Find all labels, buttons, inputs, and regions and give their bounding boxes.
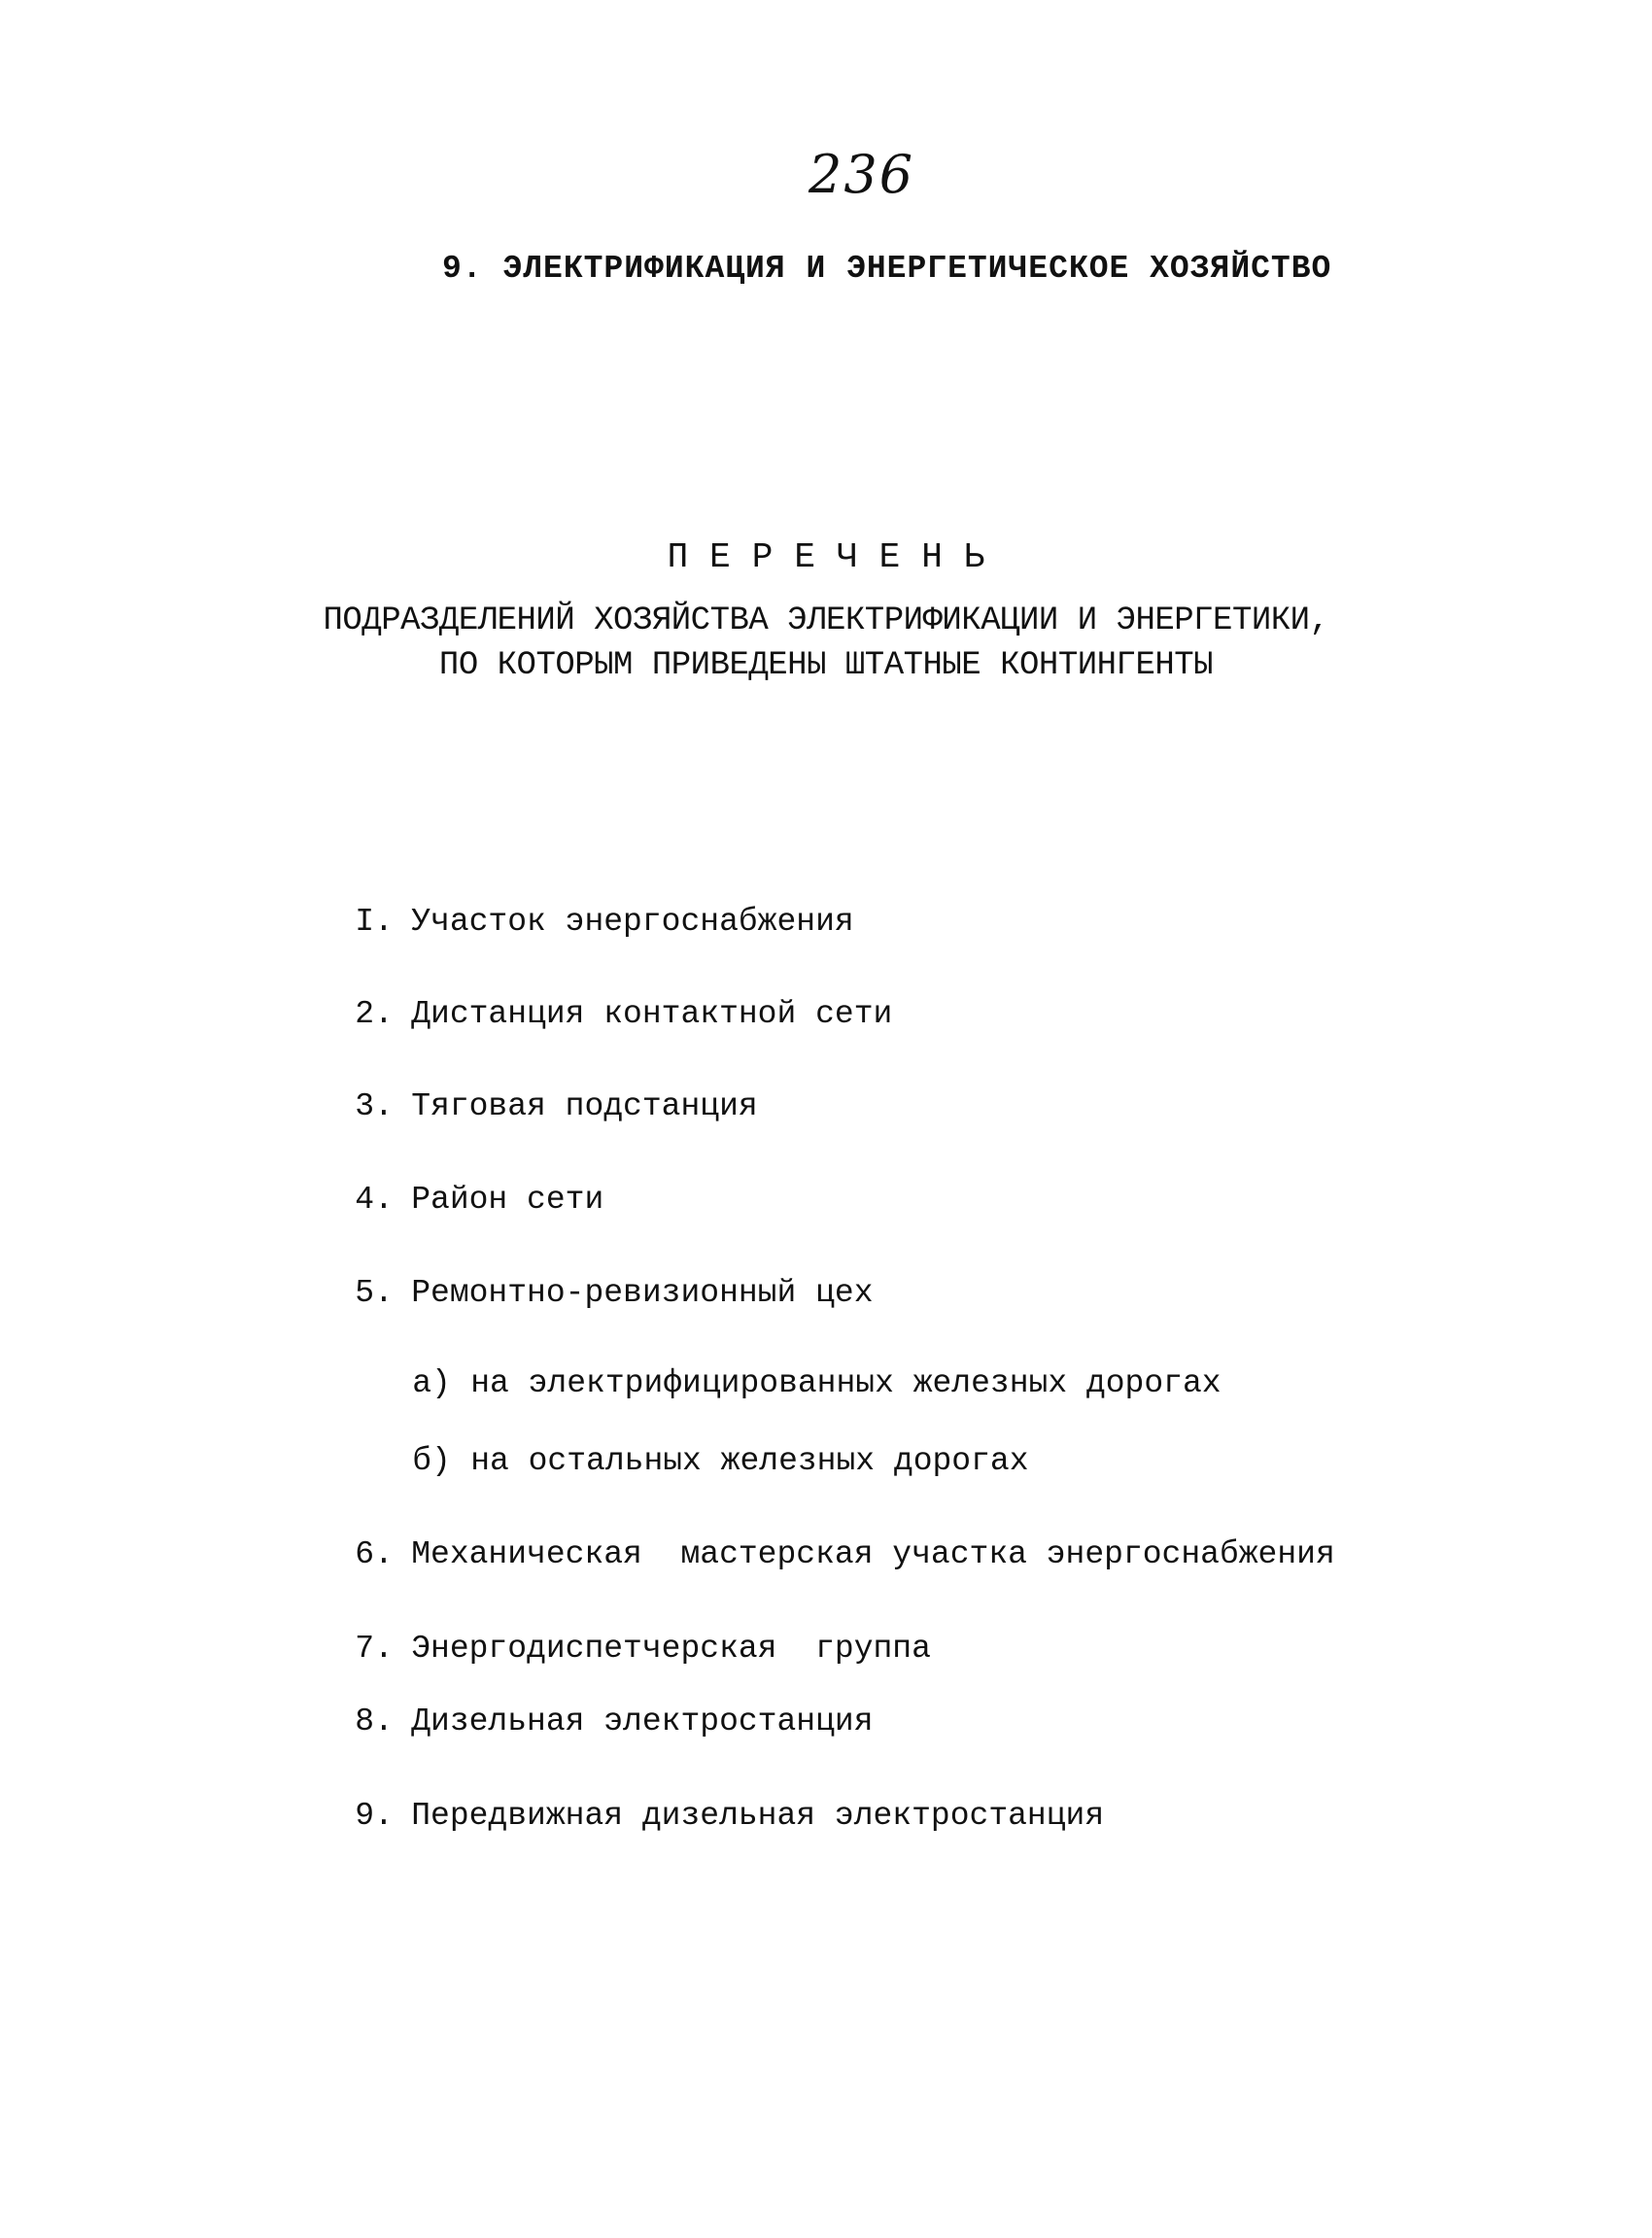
list-title: ПЕРЕЧЕНЬ: [667, 537, 1007, 577]
list-item-text: Участок энергоснабжения: [411, 904, 854, 940]
list-item: [278, 1762, 1104, 1870]
list-item-number: 5.: [355, 1275, 394, 1311]
list-item: [278, 1146, 603, 1254]
sub-list-item: [335, 1407, 1029, 1515]
list-item-number: 2.: [355, 996, 394, 1032]
list-item-number: 9.: [355, 1798, 394, 1834]
subtitle-line-1: ПОДРАЗДЕЛЕНИЙ ХОЗЯЙСТВА ЭЛЕКТРИФИКАЦИИ И ЭНЕРГЕТИКИ,: [323, 603, 1329, 639]
list-item-text: Район сети: [411, 1182, 604, 1218]
list-item-number: 8.: [355, 1704, 394, 1739]
list-item-text: Передвижная дизельная электростанция: [411, 1798, 1105, 1834]
section-title: 9. ЭЛЕКТРИФИКАЦИЯ И ЭНЕРГЕТИЧЕСКОЕ ХОЗЯЙСТВО: [442, 251, 1332, 287]
list-item: [278, 1052, 758, 1160]
sub-list-item-text: на электрифицированных железных дорогах: [470, 1365, 1222, 1401]
sub-list-item-mark: а): [412, 1365, 451, 1401]
list-item-text: Ремонтно-ревизионный цех: [411, 1275, 874, 1311]
sub-list-item-text: на остальных железных дорогах: [470, 1443, 1029, 1479]
list-item: [278, 1668, 874, 1775]
list-item-text: Тяговая подстанция: [411, 1088, 758, 1124]
list-item-number: 3.: [355, 1088, 394, 1124]
page-number: 236: [809, 144, 915, 205]
list-item-number: 7.: [355, 1631, 394, 1667]
list-item-text: Дистанция контактной сети: [411, 996, 893, 1032]
list-item-number: 6.: [355, 1536, 394, 1572]
list-item-text: Механическая мастерская участка энергоснабжения: [411, 1536, 1335, 1572]
list-item: [278, 1500, 1335, 1608]
list-item-number: 4.: [355, 1182, 394, 1218]
list-item-text: Энергодиспетчерская группа: [411, 1631, 931, 1667]
list-item-number: I.: [355, 904, 394, 940]
subtitle-line-2: ПО КОТОРЫМ ПРИВЕДЕНЫ ШТАТНЫЕ КОНТИНГЕНТЫ: [438, 647, 1214, 684]
sub-list-item-mark: б): [412, 1443, 451, 1479]
list-item-text: Дизельная электростанция: [411, 1704, 874, 1739]
